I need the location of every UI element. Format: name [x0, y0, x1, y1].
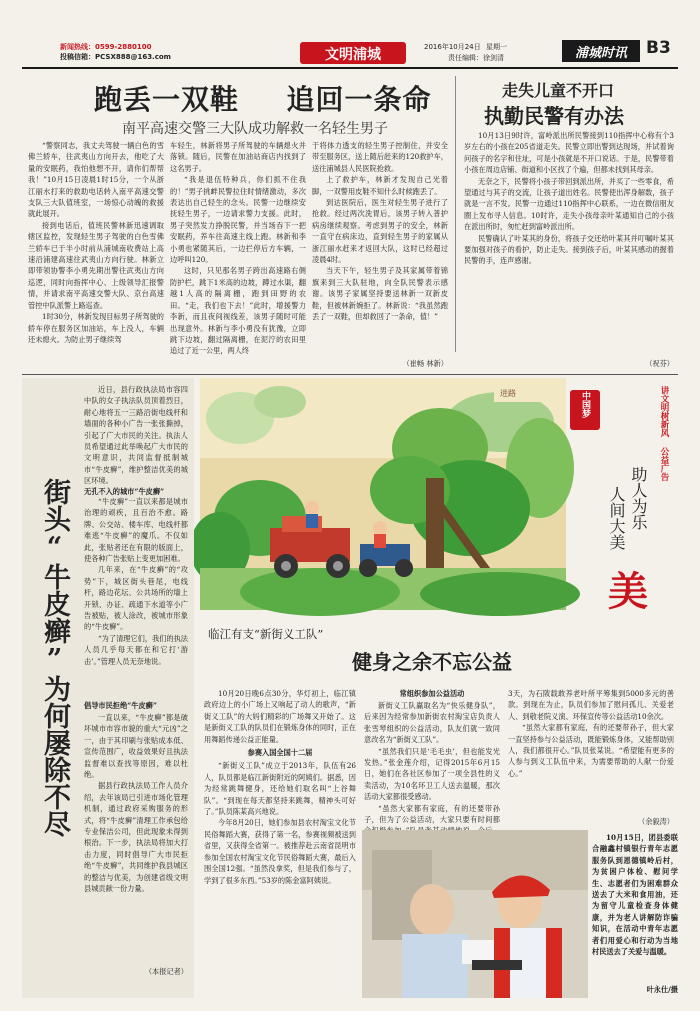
missing-title-b: 执勤民警有办法 [484, 104, 624, 128]
paragraph: 当天下午，轻生男子及其家属带着锦旗来到三大队驻地，向全队民警表示感谢。该男子家属坚持要送林新一双新皮鞋，但被林新婉拒了。林新说：“我虽然跑丢了一双鞋，但却救回了一条命，值！” [312, 266, 448, 322]
paragraph: “虽然大家都有家庭，有的还要带孙子，但为了公益活动，大家只要有时间都 [364, 803, 500, 825]
ad-mei-char: 美 [608, 568, 648, 615]
photo-credit: 叶永仕/摄 [646, 985, 678, 994]
fitness-col-1 [204, 688, 356, 1000]
lead-col-2 [170, 140, 306, 358]
fitness-kicker: 临江有支“新街义工队” [208, 627, 324, 641]
hotline-text: 新闻热线：0599-2880100 [60, 43, 152, 51]
section-rule [22, 374, 678, 375]
ad-caption: 讲文明树新风 公益广告 [659, 386, 669, 481]
editor-text: 责任编辑：徐剑清 [448, 54, 504, 62]
fitness-byline: （余毅涛） [638, 817, 674, 826]
missing-byline: （祝芬） [645, 359, 674, 368]
street-title: 街头“牛皮癣”为何屡除不尽 [39, 478, 70, 837]
email-text: 投稿信箱：PCSX888@163.com [60, 53, 171, 61]
paragraph: 据县行政执法局工作人员介绍，去年该局已引进市场化管理机制，通过政府采购服务的形式，将“牛皮癣”清理工作承包给专业保洁公司，但此现象未得到根治。下一步，执法局将加大打击力度，同时倡导广大市民拒绝“牛皮癣”，共同维护我县城区的整洁与优美，为创建省级文明县城贡献一份力量。 [84, 781, 188, 894]
paragraph: “虽然大家都有家庭，有的还要带孙子，但大家一直坚持参与公益活动，既能锻炼身体，又能帮助别人，我们都很开心。”队员张某说。“希望能有更多的人参与到义工队伍中来，为需要帮助的人献一份爱心。” [508, 723, 674, 778]
painting-signature: 进路 [500, 389, 516, 398]
lead-col-1 [28, 140, 164, 358]
paragraph: “新街义工队”成立于2013年，队伍有26人，队员都是临江新街附近的阿姨们。据悉，因为经常跳舞健身，还给她们取名叫“上谷舞队”。“到现在每天都坚持来跳舞，精神头可好了。”队员陈某高兴地说。 [204, 761, 356, 817]
paragraph: 上了救护车，林新才发现自己光着脚，一双警用皮鞋不知什么时候跑丢了。 [312, 175, 448, 196]
paragraph: 民警确认了叶某其的身份，将孩子交还给叶某其并叮嘱叶某其要加强对孩子的看护，防止走失。接到孩子后，叶某其感动的握着民警的手，连声感谢。 [464, 233, 674, 266]
paragraph: “警察同志，我丈夫驾驶一辆白色的雪佛兰轿车，往武夷山方向开去，他吃了大量的安眠药，我怕他想不开，请你们帮帮我！”10月15日凌晨1时15分，一个从浙江丽水打来的救助电话转入南平高速交警支队三大队值班室，一场惊心动魄的救援就此展开。 [28, 141, 164, 219]
paragraph: 到达医院后，医生对轻生男子进行了抢救。经过两次洗胃后，该男子转入普护病房继续观察。考虑到男子的安全，林新一直守在病床边，直到轻生男子的家属从浙江丽水赶来才返回大队，这时已经超过凌晨4时。 [312, 198, 448, 265]
missing-body [464, 130, 674, 352]
paragraph: 一直以来，“牛皮癣”都是破坏城市市容市貌的重大“元凶”之一，由于其印刷与张贴成本低、宣传范围广，收益效果好且执法监督难以查找等原因，难以杜绝。 [84, 713, 188, 780]
ad-slogan-a: 助人为乐 [629, 466, 648, 530]
ad-slogan-b: 人间大美 [607, 486, 626, 550]
subheading: 参赛入国全国十二届 [247, 748, 313, 758]
paragraph: 这时，只见那名男子跨出高速路右侧防护栏，跳下1米高的边坡，蹲过水渠，翻越1人高的隔离栅，跑到田野的农田。“走，我们也下去！”此时，增援警力李新，而且夜间视线差，该男子随时可能出现意外。林新与李小勇没有犹豫，立即跳下边坡，翻过隔离栅，在泥泞的农田里追过了近一公里，两人终 [170, 266, 306, 356]
street-byline: （本报记者） [144, 967, 188, 976]
street-sub-1: 无孔不入的城市“牛皮癣” [84, 487, 165, 496]
paragraph: “为了清理它们，我们的执法人员几乎每天都在和它打‘游击’。”管理人员无奈地说。 [84, 633, 188, 666]
ad-seal-text: 中国梦 [580, 391, 590, 418]
paragraph: 新街义工队赢取名为“快乐健身队”，后来因为经常参加新街农村淘宝店负责人张雪琴组织的公益活动，队友们就一致同意改名为“新街义工队”。 [364, 701, 500, 745]
paragraph: “我是退伍特种兵，你们抓不住我的！”男子挑衅民警拉住时情绪激动，多次表达出自己轻生的念头。民警一边继续安抚轻生男子，一边请求警力支援。此时，男子突然发力挣脱民警，并当场吞下一把安眠药，养车往高速主线上跑。林新和李小勇也紧随其后，一边拦停后方车辆，一边呼叫120。 [170, 175, 306, 265]
paragraph: “虽然我们只是‘毛毛虫’，但也能发光发热。”张金莲介绍，记得2015年6月15日，她们在各社区参加了一项全县性的义卖活动，为10名环卫工人送去温暖，那次活动大家都很受感动。 [364, 746, 500, 802]
page-number: B3 [646, 38, 671, 58]
street-intro: 近日，县行政执法局市容四中队的女子执法队员顶着烈日，耐心地将五一三路沿街电线杆和墙面的各种小广告一张张撕掉，引起了广大市民的关注。执法人员希望通过此举唤起广大市民的文明意识，共同监督抵制城市“牛皮癣”，维护整洁优美的城区环境。 [84, 385, 188, 486]
paragraph: 10月13日9时许，富岭派出所民警接到110指挥中心称有个3岁左右的小孩在205省道走失。民警立即出警到达现场，并试着询问孩子的名字和住址，可是小孩就是不开口说话。于是，民警带着小孩在周边店铺、街道和小区找了个遍，但都未找到其母亲。 [464, 131, 674, 175]
paragraph: 无奈之下，民警将小孩子带回到派出所，并买了一些零食，希望通过与其子的交流，让孩子道出姓名。民警使出浑身解数，孩子就是一言不发。民警一边通过110指挥中心联系，一边在微信朋友圈上发布寻人信息。10时许，走失小孩母亲叶某通知自己的小孩在派出所时，匆忙赶到富岭派出所。 [464, 176, 674, 232]
paragraph: 车轻生，林新将男子所驾驶的车辆熄火并落锁。随后，民警在加油站商店内找到了这名男子。 [170, 141, 306, 173]
lead-subtitle: 南平高速交警三大队成功解救一名轻生男子 [122, 121, 388, 137]
folk-painting [200, 378, 566, 610]
lead-title [94, 78, 432, 118]
street-body-2 [84, 712, 188, 962]
missing-title-a: 走失儿童不开口 [502, 81, 615, 100]
header-rule [22, 67, 678, 69]
issue-weekday: 星期一 [486, 43, 507, 51]
fitness-sub-mid: 常组织参加公益活动 [399, 689, 465, 698]
lead-title-a: 跑丢一双鞋 [94, 83, 240, 116]
fitness-col-3 [508, 688, 674, 814]
issue-date: 2016年10月24日 [424, 43, 481, 51]
paragraph: “牛皮癣”一直以来都是城市治理的顽疾，且百治不愈。路牌、公交站、楼车库、电线杆都难逃“牛皮癣”的魔爪。不仅如此，张贴者还在有限的版面上，使各种广告张贴上变更加困难。 [84, 497, 188, 564]
street-body-1 [84, 496, 188, 694]
paragraph: 1时30分，林新发现目标男子所驾驶的轿车停在服务区加油站，车上没人，车辆还未熄火。为防止男子继续驾 [28, 312, 164, 344]
paper-name: 浦城时讯 [574, 46, 627, 61]
volunteer-photo [362, 830, 588, 998]
fitness-col-2 [364, 700, 500, 826]
paragraph: 于将体力透支的轻生男子控制住，并安全带至服务区，送上随后赶来的120救护车，送往浦城县人民医院抢救。 [312, 141, 448, 173]
photo-caption: 10月15日，团县委联合融鑫村镇银行青年志愿服务队到恩德镇岭后村，为贫困户体检、慰问学生、志愿者们为困难群众送去了大米和食用油，还为留守儿童检查身体健康，并为老人讲解防诈骗知识，在活动中青年志愿者们用爱心和行动为当地村民送去了关爱与温暖。 [592, 833, 678, 957]
paragraph: 几年来，在“牛皮癣”的“攻势”下，城区街头巷尾，电线杆，路边花坛、公共场所的墙上开锁、办证、疏通下水道等小广告被贴，被人涂改，被城市形象的“牛皮癣”。 [84, 565, 188, 632]
paragraph: 接到电话后，值班民警林新迅速调取辖区监控，发现轻生男子驾驶的白色雪佛兰轿车已于半小时前从浦城南收费站上高速沿浦建高速往武夷山方向行驶。林新立即带领协警李小勇先期出警往武夷山方向巡逻，同时向指挥中心、上级领导汇报警情，并请求南平高速交警大队、京台高速管控中队派警上路巡查。 [28, 220, 164, 310]
fitness-title: 健身之余不忘公益 [352, 650, 512, 674]
paragraph: 今年8月20日，她们参加县农村淘宝文化节民俗舞蹈大赛，获得了第一名，参赛视频被送到省里，又获得全省第一。被推荐赴云南省昆明市参加全国农村淘宝文化节民俗舞蹈大赛，最后入围全国12强。“虽然没拿奖，但是我们参与了，学到了很多东西。”53岁的陈金富阿姨说。 [204, 818, 356, 885]
paragraph: 10月20日晚6点30分，华灯初上，临江镇政府边上的小广场上又响起了动人的歌声，“新街义工队”的大妈们精彩的广场舞又开始了。这是新街义工队的队员们在锻炼身体的同时，正在用舞蹈传递公益正能量。 [204, 689, 356, 744]
section-title: 文明浦城 [325, 47, 381, 63]
masthead-header [22, 38, 682, 68]
lead-col-3 [312, 140, 448, 358]
lead-byline: （崔畅 林新） [402, 359, 448, 368]
lead-title-b: 追回一条命 [286, 83, 432, 116]
street-sub-2: 倡导市民拒绝“牛皮癣” [84, 701, 157, 710]
paragraph: 3天，为石陂载敢养老叶所平筹集到5000多元的善款。到现在为止，队员们参加了慰问孤儿、关爱老人、到敬老院义演、环保宣传等公益活动10余次。 [508, 689, 674, 721]
vertical-rule [455, 76, 456, 352]
